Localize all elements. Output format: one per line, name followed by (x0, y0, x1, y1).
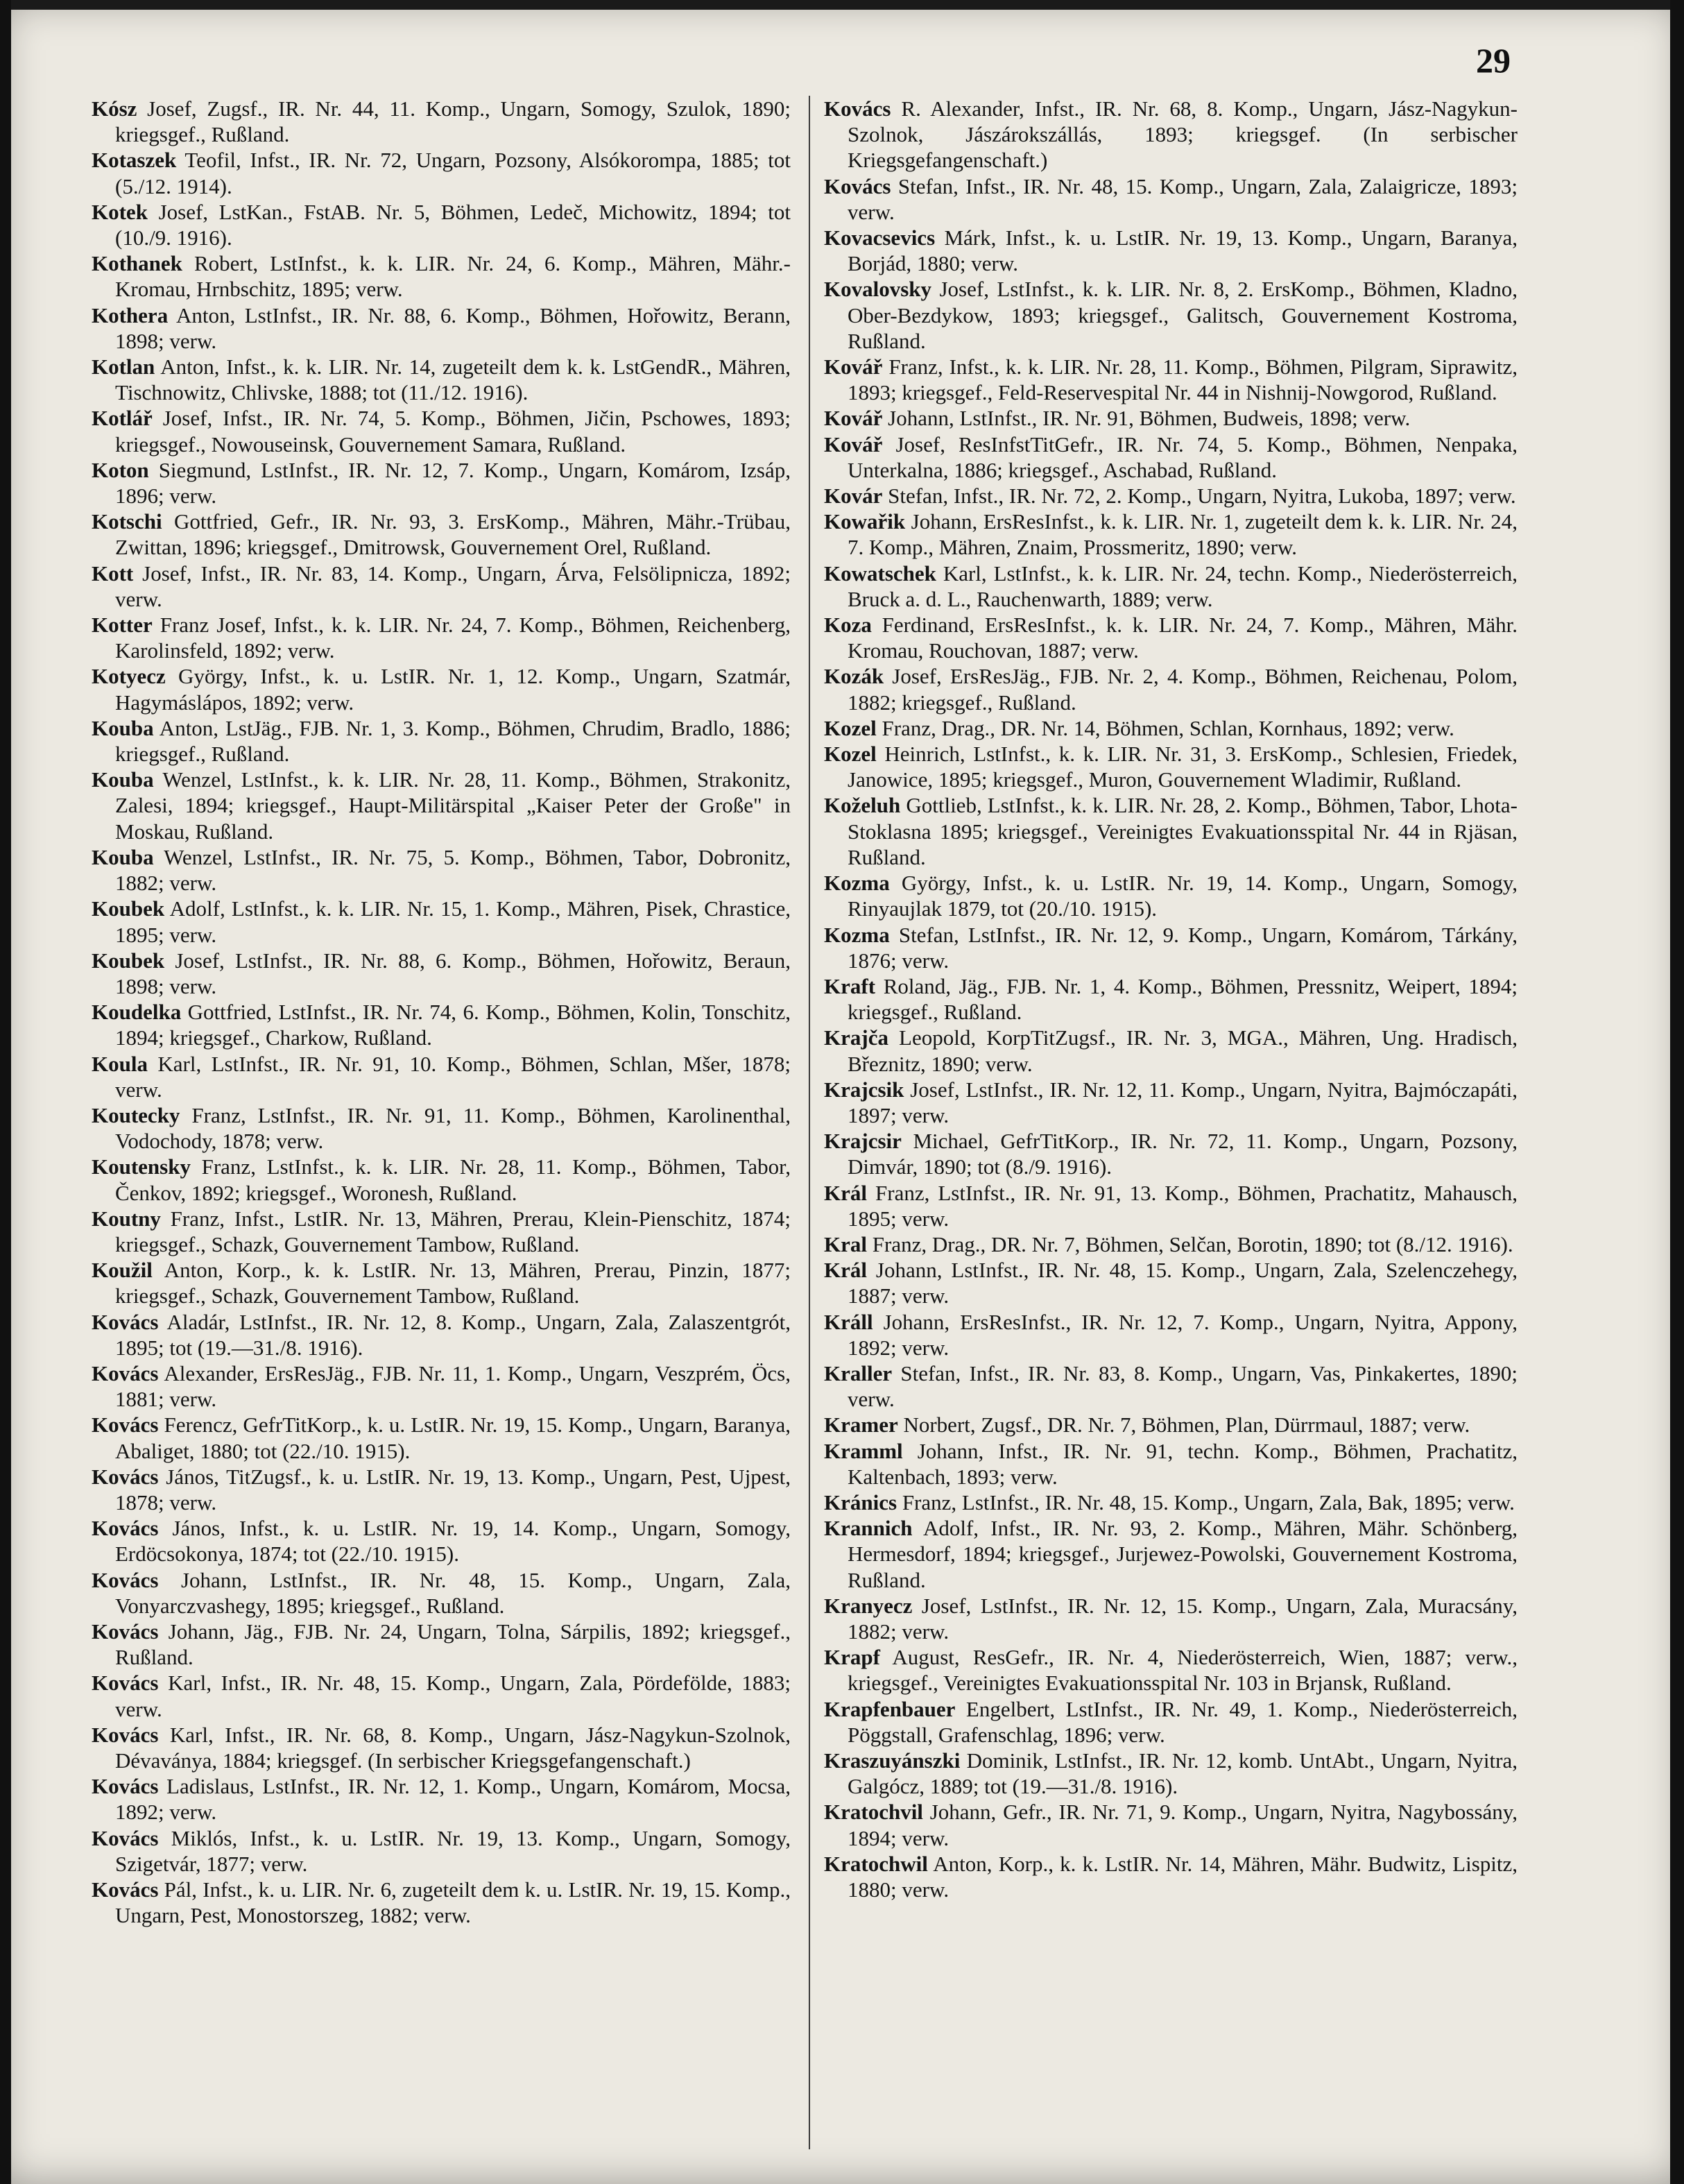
register-entry (92, 1619, 791, 1670)
entry-surname: Kozma (824, 922, 890, 947)
entry-surname: Kovář (824, 432, 883, 457)
register-entry (92, 1051, 791, 1102)
register-entry (824, 1360, 1518, 1412)
entry-surname: Kotschi (92, 509, 162, 534)
entry-surname: Kozma (824, 871, 890, 896)
entry-details: Johann, Infst., IR. Nr. 91, techn. Komp., Böhmen, Prachatitz, Kaltenbach, 1893; verw. (848, 1438, 1518, 1489)
entry-surname: Kotlář (92, 406, 153, 431)
entry-details: Josef, ResInfstTitGefr., IR. Nr. 74, 5. Komp., Böhmen, Nenpaka, Unterkalna, 1886; kriegsgef., Aschabad, Rußland. (848, 432, 1518, 482)
entry-surname: Král (824, 1180, 867, 1205)
entry-surname: Kozák (824, 664, 884, 689)
entry-surname: Koza (824, 613, 872, 638)
entry-details: Josef, LstInfst., IR. Nr. 12, 11. Komp., Ungarn, Nyitra, Bajmóczapáti, 1897; verw. (848, 1077, 1518, 1127)
register-entry (824, 870, 1518, 921)
entry-surname: Koužil (92, 1258, 153, 1283)
entry-details: Pál, Infst., k. u. LIR. Nr. 6, zugeteilt dem k. u. LstIR. Nr. 19, 15. Komp., Ungarn, Pest, Monostorszeg, 1882; verw. (115, 1877, 791, 1928)
register-entry (824, 1799, 1518, 1850)
entry-details: Adolf, Infst., IR. Nr. 93, 2. Komp., Mähren, Mähr. Schönberg, Hermesdorf, 1894; kriegsgef., Jurjewez-Powolski, Gouvernement Kostroma, Rußland. (848, 1516, 1518, 1592)
entry-details: Stefan, Infst., IR. Nr. 83, 8. Komp., Ungarn, Vas, Pinkakertes, 1890; verw. (848, 1360, 1518, 1412)
entry-details: Gottfried, LstInfst., IR. Nr. 74, 6. Komp., Böhmen, Kolin, Tonschitz, 1894; kriegsgef., Charkow, Rußland. (115, 1000, 791, 1050)
entry-surname: Kránics (824, 1490, 897, 1515)
entry-details: Engelbert, LstInfst., IR. Nr. 49, 1. Komp., Niederösterreich, Pöggstall, Grafenschlag, 1896; verw. (848, 1696, 1518, 1747)
register-entry (824, 1490, 1518, 1515)
register-entry (824, 276, 1518, 354)
entry-surname: Kovács (824, 96, 891, 121)
entry-surname: Kovács (92, 1413, 159, 1437)
register-entry (824, 354, 1518, 405)
register-entry (824, 1077, 1518, 1128)
entry-surname: Krajča (824, 1025, 888, 1050)
register-entry (824, 922, 1518, 973)
register-entry (92, 250, 791, 302)
register-entry (92, 612, 791, 663)
entry-details: Johann, LstInfst., IR. Nr. 48, 15. Komp., Ungarn, Zala, Szelenczehegy, 1887; verw. (848, 1258, 1518, 1308)
entry-surname: Kovács (92, 1464, 159, 1489)
entry-surname: Kratochwil (824, 1851, 928, 1876)
register-entry (92, 1670, 791, 1721)
entry-details: Johann, ErsResInfst., k. k. LIR. Nr. 1, zugeteilt dem k. k. LIR. Nr. 24, 7. Komp., Mähren, Znaim, Prossmeritz, 1890; verw. (848, 509, 1518, 560)
entry-surname: Krapfenbauer (824, 1696, 956, 1721)
entry-surname: Kotaszek (92, 148, 177, 173)
entry-details: Josef, LstInfst., k. k. LIR. Nr. 8, 2. ErsKomp., Böhmen, Kladno, Ober-Bezdykow, 1893; kriegsgef., Galitsch, Gouvernement Kostroma, Rußland. (848, 277, 1518, 353)
register-entry (92, 767, 791, 844)
entry-details: Johann, LstInfst., IR. Nr. 48, 15. Komp., Ungarn, Zala, Vonyarczvashegy, 1895; kriegsgef., Rußland. (115, 1567, 791, 1618)
entry-surname: Krajcsir (824, 1129, 902, 1154)
entry-surname: Kotyecz (92, 664, 166, 689)
entry-details: Siegmund, LstInfst., IR. Nr. 12, 7. Komp., Ungarn, Komárom, Izsáp, 1896; verw. (115, 457, 791, 509)
entry-details: Josef, Infst., IR. Nr. 74, 5. Komp., Böhmen, Jičin, Pschowes, 1893; kriegsgef., Nowouseinsk, Gouvernement Samara, Rußland. (115, 406, 791, 457)
entry-details: Stefan, LstInfst., IR. Nr. 12, 9. Komp., Ungarn, Komárom, Tárkány, 1876; verw. (848, 922, 1518, 973)
entry-details: Karl, LstInfst., k. k. LIR. Nr. 24, techn. Komp., Niederösterreich, Bruck a. d. L., Rauchenwarth, 1889; verw. (848, 561, 1518, 611)
entry-details: Josef, Infst., IR. Nr. 83, 14. Komp., Ungarn, Árva, Felsölipnicza, 1892; verw. (115, 561, 791, 611)
entry-surname: Kotek (92, 199, 148, 224)
entry-surname: Kovár (824, 484, 883, 509)
register-entry (824, 1515, 1518, 1593)
entry-surname: Kovács (92, 1671, 159, 1696)
entry-details: Karl, Infst., IR. Nr. 48, 15. Komp., Ungarn, Zala, Pördefölde, 1883; verw. (115, 1671, 791, 1721)
entry-details: Heinrich, LstInfst., k. k. LIR. Nr. 31, 3. ErsKomp., Schlesien, Friedek, Janowice, 1895; kriegsgef., Muron, Gouvernement Wladimir, Rußland. (848, 742, 1518, 792)
entry-surname: Kovács (92, 1567, 159, 1592)
entry-details: Miklós, Infst., k. u. LstIR. Nr. 19, 13. Komp., Ungarn, Somogy, Szigetvár, 1877; verw. (115, 1825, 791, 1876)
entry-details: György, Infst., k. u. LstIR. Nr. 1, 12. Komp., Ungarn, Szatmár, Hagymáslápos, 1892; verw. (115, 664, 791, 715)
entry-details: Franz Josef, Infst., k. k. LIR. Nr. 24, 7. Komp., Böhmen, Reichenberg, Karolinsfeld, 1892; verw. (115, 613, 791, 663)
register-entry (824, 509, 1518, 560)
entry-details: Franz, LstInfst., IR. Nr. 91, 11. Komp., Böhmen, Karolinenthal, Vodochody, 1878; verw. (115, 1102, 791, 1154)
entry-surname: Kovář (824, 406, 883, 431)
register-entry (92, 1309, 791, 1360)
entry-surname: Kraft (824, 973, 876, 998)
entry-surname: Kovács (92, 1825, 159, 1850)
entry-details: Wenzel, LstInfst., k. k. LIR. Nr. 28, 11. Komp., Böhmen, Strakonitz, Zalesi, 1894; kriegsgef., Haupt-Militärspital „Kaiser Peter der Große" in Moskau, Rußland. (115, 767, 791, 844)
register-entry (92, 354, 791, 405)
entry-surname: Koton (92, 457, 149, 482)
register-entry (824, 483, 1518, 509)
entry-details: Dominik, LstInfst., IR. Nr. 12, komb. UntAbt., Ungarn, Nyitra, Galgócz, 1889; tot (19.—31./8. 1916). (848, 1748, 1518, 1799)
entry-details: Franz, Drag., DR. Nr. 7, Böhmen, Selčan, Borotin, 1890; tot (8./12. 1916). (867, 1231, 1513, 1256)
entry-details: Ferdinand, ErsResInfst., k. k. LIR. Nr. 24, 7. Komp., Mähren, Mähr. Kromau, Rouchovan, 1887; verw. (848, 613, 1518, 663)
entry-details: Stefan, Infst., IR. Nr. 48, 15. Komp., Ungarn, Zala, Zalaigricze, 1893; verw. (848, 173, 1518, 224)
entry-surname: Kramer (824, 1413, 898, 1437)
entry-details: R. Alexander, Infst., IR. Nr. 68, 8. Komp., Ungarn, Jász-Nagykun-Szolnok, Jászárokszállás, 1893; kriegsgef. (In serbischer Kriegsgefangenschaft.) (848, 96, 1518, 173)
entry-details: Franz, Infst., k. k. LIR. Nr. 28, 11. Komp., Böhmen, Pilgram, Siprawitz, 1893; kriegsgef., Feld-Reservespital Nr. 44 in Nishnij-Nowgorod, Rußland. (848, 355, 1518, 405)
register-entry (824, 741, 1518, 792)
register-entry (92, 457, 791, 509)
column-divider (809, 96, 810, 2149)
entry-surname: Kovář (824, 355, 883, 379)
entry-surname: Koula (92, 1051, 148, 1076)
entry-details: Ladislaus, LstInfst., IR. Nr. 12, 1. Komp., Ungarn, Komárom, Mocsa, 1892; verw. (115, 1774, 791, 1825)
register-entry (92, 147, 791, 198)
register-entry (824, 1748, 1518, 1799)
entry-surname: Kouba (92, 767, 154, 792)
register-entry (92, 948, 791, 999)
entry-surname: Kouba (92, 844, 154, 869)
register-entry (92, 1515, 791, 1567)
entry-surname: Kraller (824, 1360, 893, 1385)
entry-details: Roland, Jäg., FJB. Nr. 1, 4. Komp., Böhmen, Pressnitz, Weipert, 1894; kriegsgef., Rußland. (848, 973, 1518, 1025)
entry-surname: Koželuh (824, 793, 901, 818)
entry-details: János, Infst., k. u. LstIR. Nr. 19, 14. Komp., Ungarn, Somogy, Erdöcsokonya, 1874; tot (22./10. 1915). (115, 1516, 791, 1567)
entry-surname: Kovács (92, 1516, 159, 1541)
register-entry (92, 1257, 791, 1308)
register-entry (92, 1825, 791, 1877)
page-number: 29 (1476, 41, 1511, 80)
register-entry (92, 663, 791, 715)
register-entry (92, 1722, 791, 1773)
register-entry (92, 1360, 791, 1412)
register-entry (824, 1851, 1518, 1902)
register-entry (824, 1309, 1518, 1360)
entry-details: Franz, LstInfst., IR. Nr. 91, 13. Komp., Böhmen, Prachatitz, Mahausch, 1895; verw. (848, 1180, 1518, 1231)
entry-details: János, TitZugsf., k. u. LstIR. Nr. 19, 13. Komp., Ungarn, Pest, Ujpest, 1878; verw. (115, 1464, 791, 1515)
entry-surname: Kovács (824, 173, 891, 198)
entry-details: Josef, Zugsf., IR. Nr. 44, 11. Komp., Ungarn, Somogy, Szulok, 1890; kriegsgef., Rußland. (115, 96, 791, 147)
entry-details: Anton, Korp., k. k. LstIR. Nr. 14, Mähren, Mähr. Budwitz, Lispitz, 1880; verw. (848, 1851, 1518, 1902)
entry-surname: Kovalovsky (824, 277, 932, 302)
entry-details: Josef, LstKan., FstAB. Nr. 5, Böhmen, Ledeč, Michowitz, 1894; tot (10./9. 1916). (115, 199, 791, 250)
entry-surname: Kratochvil (824, 1800, 923, 1825)
register-entry (824, 792, 1518, 870)
entry-surname: Kotlan (92, 355, 155, 379)
entry-surname: Koutensky (92, 1154, 191, 1179)
register-entry (92, 999, 791, 1050)
entry-surname: Kozel (824, 715, 877, 740)
entry-surname: Kósz (92, 96, 137, 121)
register-entry (824, 405, 1518, 431)
scan-edge-top (0, 0, 1684, 10)
entry-surname: Krannich (824, 1516, 913, 1541)
scan-edge-right (1670, 0, 1684, 2184)
scan-edge-left (0, 0, 11, 2184)
register-entry (92, 199, 791, 250)
entry-surname: Kovács (92, 1722, 159, 1747)
register-entry (92, 715, 791, 767)
register-entry (824, 96, 1518, 173)
register-entry (92, 1773, 791, 1825)
entry-surname: Kramml (824, 1438, 903, 1463)
entry-surname: Kowatschek (824, 561, 936, 586)
register-entry (92, 561, 791, 612)
register-entry (824, 663, 1518, 715)
entry-surname: Kothanek (92, 251, 182, 276)
register-entry (824, 612, 1518, 663)
entry-details: Aladár, LstInfst., IR. Nr. 12, 8. Komp., Ungarn, Zala, Zalaszentgrót, 1895; tot (19.—31./8. 1916). (115, 1309, 791, 1360)
entry-details: Anton, LstInfst., IR. Nr. 88, 6. Komp., Böhmen, Hořowitz, Berann, 1898; verw. (115, 302, 791, 353)
entry-surname: Koutny (92, 1206, 161, 1231)
register-entry (824, 561, 1518, 612)
entry-surname: Kovács (92, 1309, 159, 1334)
register-entry (92, 1102, 791, 1154)
entry-details: Norbert, Zugsf., DR. Nr. 7, Böhmen, Plan, Dürrmaul, 1887; verw. (897, 1413, 1470, 1437)
entry-surname: Kranyecz (824, 1593, 913, 1618)
register-entry (92, 1877, 791, 1928)
entry-surname: Krajcsik (824, 1077, 904, 1102)
register-entry (824, 973, 1518, 1025)
register-entry (92, 896, 791, 947)
entry-surname: Kothera (92, 302, 169, 327)
entry-details: Josef, ErsResJäg., FJB. Nr. 2, 4. Komp., Böhmen, Reichenau, Polom, 1882; kriegsgef., Rußland. (848, 664, 1518, 715)
register-entry (824, 1231, 1518, 1257)
entry-surname: Koubek (92, 896, 165, 921)
register-entry (824, 432, 1518, 483)
entry-surname: Koudelka (92, 1000, 182, 1025)
entry-surname: Koutecky (92, 1102, 180, 1127)
entry-details: Franz, LstInfst., k. k. LIR. Nr. 28, 11. Komp., Böhmen, Tabor, Čenkov, 1892; kriegsgef., Woronesh, Rußland. (115, 1154, 791, 1205)
entry-surname: Kraszuyánszki (824, 1748, 961, 1773)
entry-details: Franz, Infst., LstIR. Nr. 13, Mähren, Prerau, Klein-Pienschitz, 1874; kriegsgef., Schazk, Gouvernement Tambow, Rußland. (115, 1206, 791, 1256)
register-entry (824, 1593, 1518, 1644)
register-entry (92, 509, 791, 560)
register-entry (92, 1206, 791, 1257)
entry-details: Michael, GefrTitKorp., IR. Nr. 72, 11. Komp., Ungarn, Pozsony, Dimvár, 1890; tot (8./9. 1916). (848, 1129, 1518, 1179)
register-entry (92, 96, 791, 147)
register-entry (824, 1644, 1518, 1696)
entry-details: Anton, LstJäg., FJB. Nr. 1, 3. Komp., Böhmen, Chrudim, Bradlo, 1886; kriegsgef., Rußland. (115, 715, 791, 767)
left-column (92, 96, 791, 2170)
entry-details: Teofil, Infst., IR. Nr. 72, Ungarn, Pozsony, Alsókorompa, 1885; tot (5./12. 1914). (115, 148, 791, 198)
register-entry (92, 1567, 791, 1619)
entry-details: Johann, ErsResInfst., IR. Nr. 12, 7. Komp., Ungarn, Nyitra, Appony, 1892; verw. (848, 1309, 1518, 1360)
register-entry (92, 1464, 791, 1515)
right-column (824, 96, 1518, 2170)
entry-details: Wenzel, LstInfst., IR. Nr. 75, 5. Komp., Böhmen, Tabor, Dobronitz, 1882; verw. (115, 844, 791, 896)
entry-details: Gottlieb, LstInfst., k. k. LIR. Nr. 28, 2. Komp., Böhmen, Tabor, Lhota-Stoklasna 1895; kriegsgef., Vereinigtes Evakuationsspital Nr. 44 in Rjäsan, Rußland. (848, 793, 1518, 869)
entry-surname: Král (824, 1258, 867, 1283)
entry-details: Márk, Infst., k. u. LstIR. Nr. 19, 13. Komp., Ungarn, Baranya, Borjád, 1880; verw. (848, 225, 1518, 276)
register-entry (824, 1696, 1518, 1748)
entry-details: Robert, LstInfst., k. k. LIR. Nr. 24, 6. Komp., Mähren, Mähr.-Kromau, Hrnbschitz, 1895; verw. (115, 251, 791, 302)
register-entry (824, 225, 1518, 276)
entry-surname: Kozel (824, 742, 877, 767)
entry-surname: Kovács (92, 1774, 159, 1799)
register-entry (824, 173, 1518, 225)
entry-surname: Kotter (92, 613, 153, 638)
register-entry (824, 1257, 1518, 1308)
register-entry (92, 405, 791, 457)
entry-details: Anton, Infst., k. k. LIR. Nr. 14, zugeteilt dem k. k. LstGendR., Mähren, Tischnowitz, Chlivske, 1888; tot (11./12. 1916). (115, 355, 791, 405)
entry-details: Franz, LstInfst., IR. Nr. 48, 15. Komp., Ungarn, Zala, Bak, 1895; verw. (897, 1490, 1515, 1515)
entry-surname: Koubek (92, 948, 165, 973)
register-entry (92, 844, 791, 896)
entry-details: Johann, Gefr., IR. Nr. 71, 9. Komp., Ungarn, Nyitra, Nagybossány, 1894; verw. (848, 1800, 1518, 1850)
entry-details: Johann, LstInfst., IR. Nr. 91, Böhmen, Budweis, 1898; verw. (882, 406, 1411, 431)
register-entry (824, 715, 1518, 741)
entry-details: Ferencz, GefrTitKorp., k. u. LstIR. Nr. 19, 15. Komp., Ungarn, Baranya, Abaliget, 1880; tot (22./10. 1915). (115, 1413, 791, 1463)
entry-details: Adolf, LstInfst., k. k. LIR. Nr. 15, 1. Komp., Mähren, Pisek, Chrastice, 1895; verw. (115, 896, 791, 947)
entry-details: Anton, Korp., k. k. LstIR. Nr. 13, Mähren, Prerau, Pinzin, 1877; kriegsgef., Schazk, Gouvernement Tambow, Rußland. (115, 1258, 791, 1308)
register-entry (824, 1438, 1518, 1490)
entry-details: Josef, LstInfst., IR. Nr. 12, 15. Komp., Ungarn, Zala, Muracsány, 1882; verw. (848, 1593, 1518, 1644)
entry-surname: Kovács (92, 1877, 159, 1902)
register-entry (824, 1412, 1518, 1437)
register-entry (92, 302, 791, 354)
entry-details: Karl, Infst., IR. Nr. 68, 8. Komp., Ungarn, Jász-Nagykun-Szolnok, Dévaványa, 1884; kriegsgef. (In serbischer Kriegsgefangenschaft.) (115, 1722, 791, 1773)
entry-details: Alexander, ErsResJäg., FJB. Nr. 11, 1. Komp., Ungarn, Veszprém, Öcs, 1881; verw. (115, 1360, 791, 1412)
entry-surname: Králl (824, 1309, 873, 1334)
entry-details: Franz, Drag., DR. Nr. 14, Böhmen, Schlan, Kornhaus, 1892; verw. (876, 715, 1454, 740)
entry-details: György, Infst., k. u. LstIR. Nr. 19, 14. Komp., Ungarn, Somogy, Rinyaujlak 1879, tot (20./10. 1915). (848, 871, 1518, 921)
register-entry (824, 1128, 1518, 1179)
entry-details: Gottfried, Gefr., IR. Nr. 93, 3. ErsKomp., Mähren, Mähr.-Trübau, Zwittan, 1896; kriegsgef., Dmitrowsk, Gouvernement Orel, Rußland. (115, 509, 791, 560)
entry-details: Josef, LstInfst., IR. Nr. 88, 6. Komp., Böhmen, Hořowitz, Beraun, 1898; verw. (115, 948, 791, 998)
register-entry (92, 1154, 791, 1205)
entry-details: Johann, Jäg., FJB. Nr. 24, Ungarn, Tolna, Sárpilis, 1892; kriegsgef., Rußland. (115, 1619, 791, 1670)
entry-details: Stefan, Infst., IR. Nr. 72, 2. Komp., Ungarn, Nyitra, Lukoba, 1897; verw. (882, 484, 1516, 509)
register-entry (824, 1025, 1518, 1076)
entry-surname: Kott (92, 561, 134, 586)
entry-surname: Kral (824, 1231, 867, 1256)
entry-details: August, ResGefr., IR. Nr. 4, Niederösterreich, Wien, 1887; verw., kriegsgef., Vereinigtes Evakuationsspital Nr. 103 in Brjansk, Rußland. (848, 1645, 1518, 1696)
entry-surname: Kowařik (824, 509, 906, 534)
entry-details: Karl, LstInfst., IR. Nr. 91, 10. Komp., Böhmen, Schlan, Mšer, 1878; verw. (115, 1051, 791, 1102)
register-entry (92, 1412, 791, 1463)
entry-surname: Krapf (824, 1645, 880, 1670)
register-entry (824, 1180, 1518, 1231)
entry-surname: Kovács (92, 1619, 159, 1644)
entry-surname: Kovács (92, 1360, 159, 1385)
entry-surname: Kouba (92, 715, 154, 740)
entry-surname: Kovacsevics (824, 225, 936, 250)
entry-details: Leopold, KorpTitZugsf., IR. Nr. 3, MGA., Mähren, Ung. Hradisch, Březnitz, 1890; verw. (848, 1025, 1518, 1076)
